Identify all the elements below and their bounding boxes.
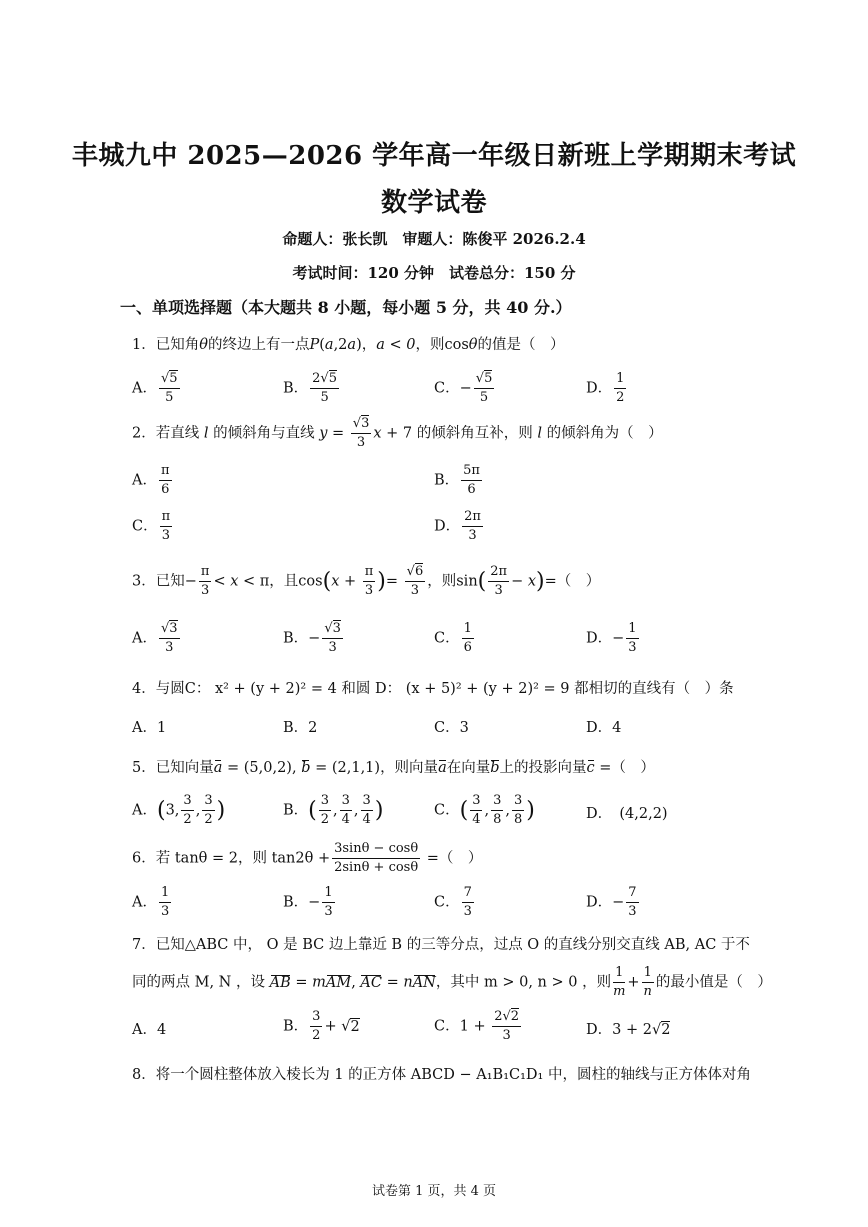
exam-subtitle: 数学试卷	[380, 188, 487, 218]
q6-option-d[interactable]: D．− $\frac{7}{3}$	[586, 885, 637, 919]
q7-option-c[interactable]: C．1 + $\frac{2√2}{3}$	[434, 1009, 520, 1043]
q3-option-c[interactable]: C． $\frac{1}{6}$	[434, 621, 472, 655]
exam-authors: 命题人：张长凯 审题人：陈俊平 2026.2.4	[282, 230, 586, 248]
exam-title: 丰城九中 2025—2026 学年高一年级日新班上学期期末考试	[71, 141, 797, 171]
q7-option-d[interactable]: D．3 + 2√2	[586, 1022, 671, 1038]
q3-option-a[interactable]: A． $\frac{√3}{3}$	[132, 621, 178, 655]
question-7-line-2: 同的两点 M, N ，设 AB = mAM, AC = nAN，其中 m > 0, n > 0 ，则 $\frac{1}{m}$ + $\frac{1}{n}$ 的最小值是（ ）	[132, 965, 772, 999]
page-footer: 试卷第 1 页，共 4 页	[371, 1184, 497, 1199]
question-8: 8．将一个圆柱整体放入棱长为 1 的正方体 ABCD − A₁B₁C₁D₁ 中，圆柱的轴线与正方体体对角	[132, 1067, 751, 1083]
q7-option-a[interactable]: A．4	[132, 1022, 167, 1038]
q2-option-a[interactable]: A． $\frac{\pi}{6}$	[132, 463, 170, 497]
q1-option-d[interactable]: D． $\frac{1}{2}$	[586, 371, 625, 405]
question-2: 2．若直线 l 的倾斜角与直线 y = $\frac{√3}{3}$ x + 7 的倾斜角互补，则 l 的倾斜角为（ ）	[132, 416, 663, 450]
q4-option-a[interactable]: A．1	[132, 720, 167, 736]
question-4: 4．与圆C： x² + (y + 2)² = 4 和圆 D： (x + 5)² + (y + 2)² = 9 都相切的直线有（ ）条	[132, 681, 734, 697]
q7-option-b[interactable]: B． $\frac{3}{2}$ + √2	[283, 1009, 360, 1043]
q4-option-c[interactable]: C．3	[434, 720, 469, 736]
q5-option-b[interactable]: B．( $\frac{3}{2}$ , $\frac{3}{4}$ , $\frac{3}{4}$ )	[283, 793, 384, 827]
q4-option-d[interactable]: D．4	[586, 720, 622, 736]
q5-option-d[interactable]: D． (4,2,2)	[586, 806, 668, 822]
q4-option-b[interactable]: B．2	[283, 720, 318, 736]
question-1: 1．已知角θ的终边上有一点P(a,2a)，a < 0，则cosθ的值是（ ）	[132, 337, 565, 353]
q3-option-d[interactable]: D．− $\frac{1}{3}$	[586, 621, 637, 655]
question-5: 5．已知向量a = (5,0,2), b = (2,1,1)，则向量a在向量b上的投影向量c =（ ）	[132, 760, 655, 776]
q2-option-b[interactable]: B． $\frac{5\pi}{6}$	[434, 463, 480, 497]
q2-option-c[interactable]: C． $\frac{\pi}{3}$	[132, 509, 171, 543]
q6-option-a[interactable]: A． $\frac{1}{3}$	[132, 885, 170, 919]
q5-option-c[interactable]: C．( $\frac{3}{4}$ , $\frac{3}{8}$ , $\frac{3}{8}$ )	[434, 793, 535, 827]
q2-option-d[interactable]: D． $\frac{2\pi}{3}$	[434, 509, 481, 543]
q1-option-c[interactable]: C．− $\frac{√5}{5}$	[434, 371, 493, 405]
q6-option-c[interactable]: C． $\frac{7}{3}$	[434, 885, 472, 919]
question-3: 3．已知− $\frac{\pi}{3}$ < x < π，且cos(x + $\frac{\pi}{3}$ )= $\frac{√6}{3}$ ，则sin( $\frac{2\pi}{3}$ − x)=（ ）	[132, 564, 601, 598]
q1-option-a[interactable]: A． $\frac{√5}{5}$	[132, 371, 178, 405]
question-6: 6．若 tanθ = 2，则 tan2θ + $\frac{3\sin\theta - \cos\theta}{2\sin\theta + \cos\theta}$ =（ ）	[132, 841, 483, 875]
q3-option-b[interactable]: B．− $\frac{√3}{3}$	[283, 621, 341, 655]
section-heading: 一、单项选择题（本大题共 8 小题，每小题 5 分，共 40 分.）	[120, 298, 572, 317]
q6-option-b[interactable]: B．− $\frac{1}{3}$	[283, 885, 333, 919]
q5-option-a[interactable]: A．(3, $\frac{3}{2}$ , $\frac{3}{2}$ )	[132, 793, 226, 827]
exam-info: 考试时间：120 分钟 试卷总分：150 分	[292, 264, 576, 282]
q1-option-b[interactable]: B． $\frac{2√5}{5}$	[283, 371, 337, 405]
question-7-line-1: 7．已知△ABC 中， O 是 BC 边上靠近 B 的三等分点，过点 O 的直线分别交直线 AB, AC 于不	[132, 937, 750, 953]
